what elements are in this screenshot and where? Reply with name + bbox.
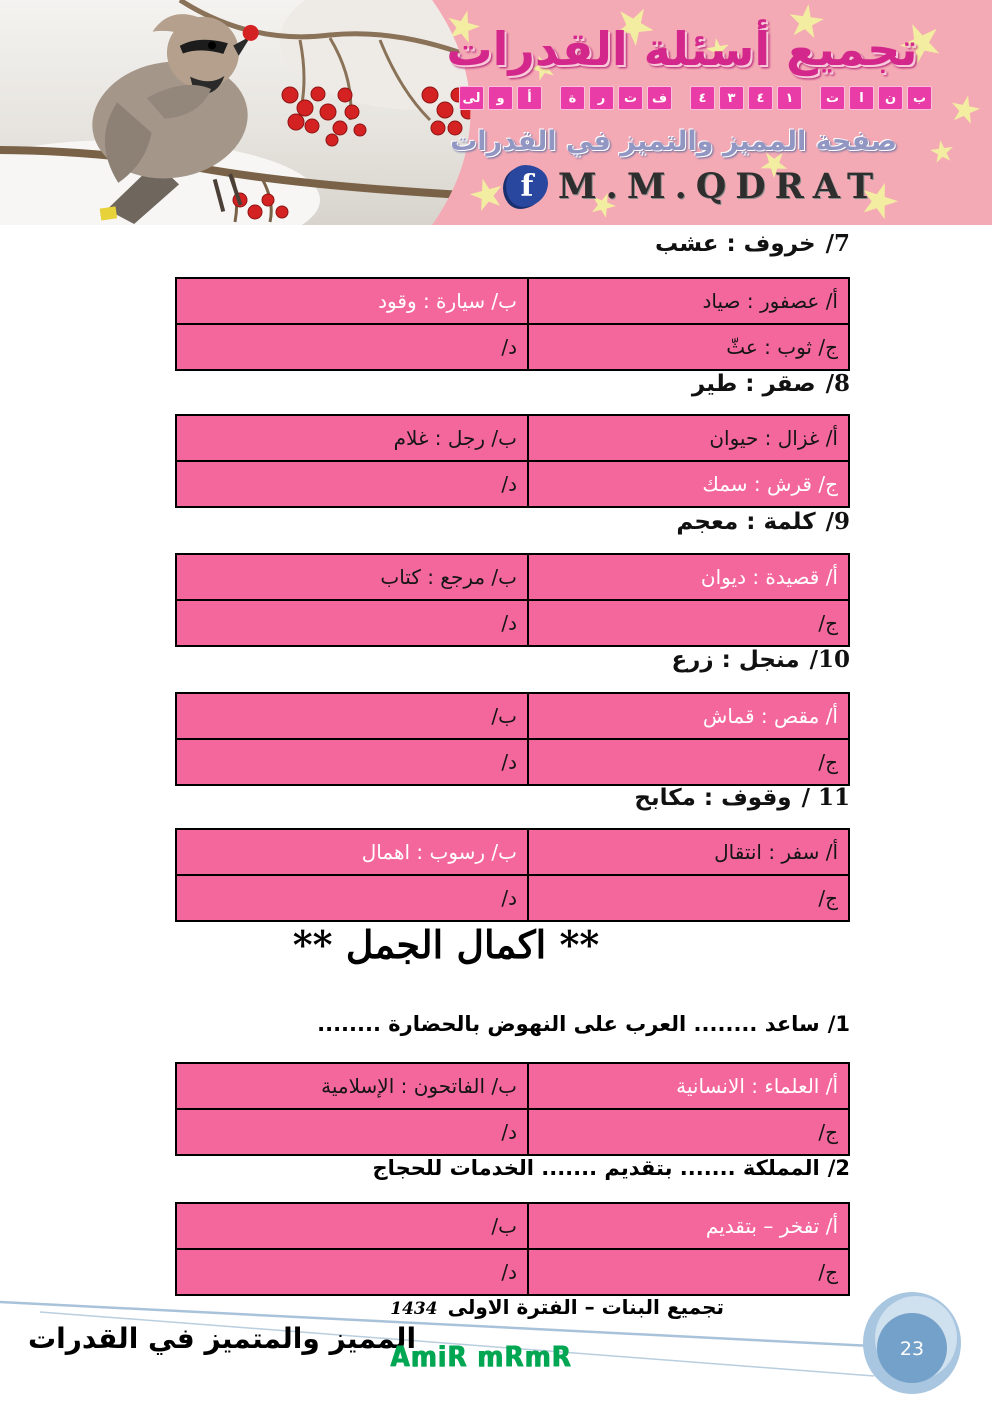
tile-letter: ن bbox=[878, 86, 903, 110]
completion-1-header bbox=[317, 1012, 850, 1036]
question-7-options-table bbox=[175, 277, 850, 371]
option-d: د/ bbox=[176, 461, 528, 507]
tile-letter: ر bbox=[589, 86, 614, 110]
option-c: ج/ bbox=[528, 600, 849, 646]
option-d: د/ bbox=[176, 739, 528, 785]
option-a: أ/ مقص : قماش bbox=[528, 693, 849, 739]
tile-letter: و bbox=[488, 86, 513, 110]
footer-credit: AmiR mRmR bbox=[390, 1340, 572, 1374]
question-number: 9/ bbox=[825, 508, 850, 535]
option-b: ب/ سيارة : وقود bbox=[176, 278, 528, 324]
question-10-header bbox=[671, 646, 850, 673]
option-a: أ/ عصفور : صياد bbox=[528, 278, 849, 324]
option-d: د/ bbox=[176, 600, 528, 646]
question-number: 7/ bbox=[825, 230, 850, 257]
option-d: د/ bbox=[176, 1249, 528, 1295]
option-c: ج/ قرش : سمك bbox=[528, 461, 849, 507]
question-number: 2/ bbox=[827, 1156, 850, 1180]
option-a: أ/ قصيدة : ديوان bbox=[528, 554, 849, 600]
tile-letter: ٤ bbox=[748, 86, 773, 110]
question-7-header bbox=[655, 230, 850, 257]
footer-year: 1434 bbox=[390, 1299, 438, 1319]
option-b: ب/ bbox=[176, 1203, 528, 1249]
question-stem: وقوف : مكابح bbox=[634, 785, 792, 811]
question-stem: ساعد ........ العرب على النهوض بالحضارة ........ bbox=[317, 1012, 820, 1036]
question-9-header bbox=[676, 508, 850, 535]
option-c: ج/ bbox=[528, 739, 849, 785]
tile-letter: ٤ bbox=[690, 86, 715, 110]
tile-letter: ب bbox=[907, 86, 932, 110]
option-c: ج/ ثوب : عثّ bbox=[528, 324, 849, 370]
question-number: 11 / bbox=[801, 784, 850, 811]
option-c: ج/ bbox=[528, 1249, 849, 1295]
option-b: ب/ رسوب : اهمال bbox=[176, 829, 528, 875]
footer-center-text: تجميع البنات – الفترة الاولى bbox=[447, 1295, 724, 1319]
page-number: 23 bbox=[899, 1338, 925, 1360]
option-b: ب/ bbox=[176, 693, 528, 739]
facebook-icon: f bbox=[506, 165, 548, 207]
footer-left-slogan: المميز والمتميز في القدرات bbox=[28, 1322, 417, 1355]
option-d: د/ bbox=[176, 1109, 528, 1155]
option-b: ب/ مرجع : كتاب bbox=[176, 554, 528, 600]
question-stem: منجل : زرع bbox=[671, 647, 800, 673]
brand-name: M.M.QDRAT bbox=[557, 165, 882, 207]
question-number: 8/ bbox=[825, 370, 850, 397]
banner-tile-row bbox=[459, 86, 932, 110]
question-8-options-table bbox=[175, 414, 850, 508]
header-banner bbox=[0, 0, 992, 225]
banner-title: تجميع أسئلة القدرات bbox=[446, 22, 918, 76]
option-a: أ/ تفخر – بتقديم bbox=[528, 1203, 849, 1249]
tile-letter: لى bbox=[459, 86, 484, 110]
question-stem: كلمة : معجم bbox=[676, 509, 816, 535]
option-c: ج/ bbox=[528, 875, 849, 921]
tile-letter: أ bbox=[517, 86, 542, 110]
option-b: ب/ رجل : غلام bbox=[176, 415, 528, 461]
leaf-icon bbox=[947, 92, 983, 128]
leaf-icon bbox=[466, 174, 508, 216]
brand-row bbox=[506, 165, 882, 207]
tile-letter: ا bbox=[849, 86, 874, 110]
question-stem: صقر : طير bbox=[691, 371, 816, 397]
question-10-options-table bbox=[175, 692, 850, 786]
tile-letter: ت bbox=[820, 86, 845, 110]
footer-compilation-label bbox=[390, 1295, 724, 1319]
question-stem: خروف : عشب bbox=[655, 231, 816, 257]
tile-letter: ت bbox=[618, 86, 643, 110]
question-8-header bbox=[692, 370, 850, 397]
leaf-icon bbox=[928, 138, 955, 165]
option-c: ج/ bbox=[528, 1109, 849, 1155]
question-number: 1/ bbox=[827, 1012, 850, 1036]
option-a: أ/ غزال : حيوان bbox=[528, 415, 849, 461]
banner-subtitle: صفحة المميز والتميز في القدرات bbox=[450, 126, 897, 157]
question-11-options-table bbox=[175, 828, 850, 922]
completion-1-options-table bbox=[175, 1062, 850, 1156]
tile-letter: ١ bbox=[777, 86, 802, 110]
option-a: أ/ سفر : انتقال bbox=[528, 829, 849, 875]
section-title: ** اكمال الجمل ** bbox=[292, 922, 600, 967]
question-number: 10/ bbox=[809, 646, 850, 673]
option-d: د/ bbox=[176, 875, 528, 921]
option-d: د/ bbox=[176, 324, 528, 370]
tile-letter: ة bbox=[560, 86, 585, 110]
option-a: أ/ العلماء : الانسانية bbox=[528, 1063, 849, 1109]
option-b: ب/ الفاتحون : الإسلامية bbox=[176, 1063, 528, 1109]
tile-letter: ٣ bbox=[719, 86, 744, 110]
page-number-badge bbox=[858, 1290, 968, 1400]
question-11-header bbox=[634, 784, 850, 811]
tile-letter: ف bbox=[647, 86, 672, 110]
question-9-options-table bbox=[175, 553, 850, 647]
completion-2-header bbox=[373, 1156, 850, 1180]
question-stem: المملكة ....... بتقديم ....... الخدمات للحجاج bbox=[372, 1156, 820, 1180]
